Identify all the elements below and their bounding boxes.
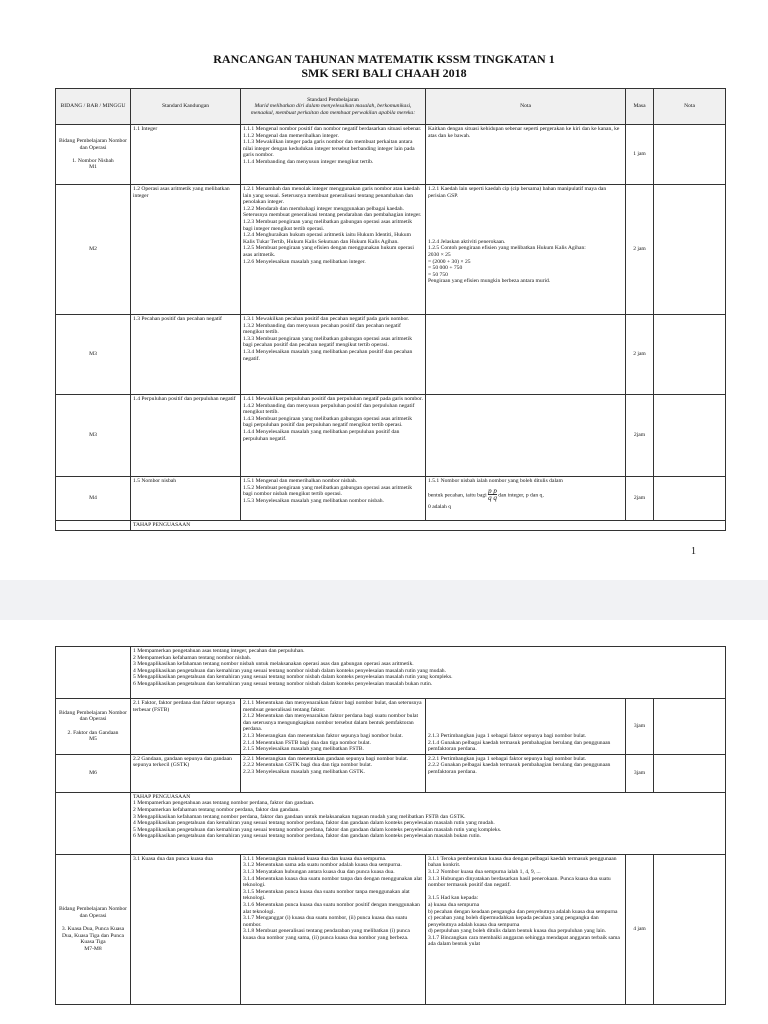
cell-empty [56,521,131,531]
cell-kandungan: 2.1 Faktor, faktor perdana dan faktor sepunya terbesar (FSTB) [131,699,241,755]
tp-line: 1 Mempamerkan pengetahuan asas tentang integer, pecahan dan perpuluhan. [133,648,305,654]
cell-nota: Kaitkan dengan situasi kehidupan sebenar seperti pergerakan ke kiri dan ke kanan, ke atas dan ke bawah. [426,125,626,185]
cell-nota-2 [654,754,726,792]
cell-nota-2 [654,185,726,315]
cell-sp: 1.5.1 Mengenal dan memerihalkan nombor nisbah. 1.5.2 Membuat pengiraan yang melibatkan gabungan operasi asas aritmetik bagi nombor nisbah mengikut tertib operasi. 1.5.3 Menyelesaikan masalah yang melibatkan nombor nisbah. [241,477,426,521]
tahap-penguasaan-block [131,647,726,699]
cell-sp: 1.1.1 Mengenal nombor positif dan nombor negatif berdasarkan situasi sebenar. 1.1.2 Mengenal dan memerihalkan integer. 1.1.3 Mewakilkan integer pada garis nombor dan membuat perkaitan antara nilai integer dengan kedudukan integer tersebut berbanding integer lain pada garis nombor. 1.1.4 Membanding dan menyusun integer mengikut tertib. [241,125,426,185]
header-nota: Nota [426,89,626,125]
cell-masa: 3jam [626,699,654,755]
cell-masa: 4 jam [626,854,654,1004]
cell-nota: 2.2.1 Pertimbangkan juga 1 sebagai faktor sepunya bagi nombor bulat. 2.2.2 Gunakan pelbagai kaedah termasuk pembahagian berulang dan penggunaan pemfaktoran perdana. [426,754,626,792]
cell-sp: 2.2.1 Menerangkan dan menentukan gandaan sepunya bagi nombor bulat. 2.2.2 Menentukan GSTK bagi dua dan tiga nombor bulat. 2.2.3 Menyelesaikan masalah yang melibatkan GSTK. [241,754,426,792]
table-row [56,521,726,531]
cell-nota: 2.1.3 Pertimbangkan juga 1 sebagai faktor sepunya bagi nombor bulat. 2.1.4 Gunakan pelbagai kaedah termasuk pembahagian berulang dan penggunaan pemfaktoran perdana. [426,699,626,755]
table-row [56,395,726,477]
cell-empty [56,647,131,699]
cell-kandungan: 1.1 Integer [131,125,241,185]
header-sp-sub: Murid melibatkan diri dalam menyelesaikan masalah, berkomunikasi, menaakul, membuat perkaitan dan membuat perwakilan apabila mereka: [250,103,416,116]
cell-sp: 3.1.1 Menerangkan maksud kuasa dua dan kuasa dua sempurna. 3.1.2 Menentukan sama ada suatu nombor adalah kuasa dua sempurna. 3.1.3 Menyatakan hubungan antara kuasa dua dan punca kuasa dua. 3.1.4 Menentukan kuasa dua suatu nombor tanpa dan dengan menggunakan alat teknologi. 3.1.5 Menentukan punca kuasa dua suatu nombor tanpa menggunakan alat teknologi. 3.1.6 Menentukan punca kuasa dua suatu nombor positif dengan menggunakan alat teknologi. 3.1.7 Menganggar (i) kuasa dua suatu nombor, (ii) punca kuasa dua suatu nombor. 3.1.8 Membuat generalisasi tentang pendaraban yang melibatkan (i) punca kuasa dua nombor yang sama, (ii) punca kuasa dua nombor yang berbeza. [241,854,426,1004]
tp-line: 6 Mengaplikasikan pengetahuan dan kemahiran yang sesuai tentang nombor perdana, faktor dan gandaan dalam konteks penyelesaian masalah bukan rutin. [133,833,481,840]
cell-nota-2 [654,125,726,185]
tp-line: 3 Mengaplikasikan kefahaman tentang nombor nisbah untuk melaksanakan operasi asas dan gabungan operasi asas aritmetik. [133,661,414,668]
tp-line: 4 Mengaplikasikan pengetahuan dan kemahiran yang sesuai tentang nombor nisbah dalam konteks penyelesaian masalah rutin yang mudah. [133,667,447,674]
tp-line: 2 Mempamerkan kefahaman tentang nombor perdana, faktor dan gandaan. [133,806,300,813]
cell-kandungan: 1.4 Perpuluhan positif dan perpuluhan negatif [131,395,241,477]
cell-masa: 2jam [626,395,654,477]
cell-nota-2 [654,395,726,477]
cell-kandungan: 1.3 Pecahan positif dan pecahan negatif [131,315,241,395]
cell-bidang: M3 [56,395,131,477]
tp-line: 2 Mempamerkan kefahaman tentang nombor nisbah. [133,654,252,661]
cell-nota: 3.1.1 Teroka pembentukan kuasa dua dengan pelbagai kaedah termasuk penggunaan bahan konkrit. 3.1.2 Nombor kuasa dua sempurna ialah 1, 4, 9, ... 3.1.3 Hubungan dinyatakan berdasarkan hasil penerokaan. Punca kuasa dua suatu nombor termasuk positif dan negatif. 3.1.5 Had kan kepada: a) kuasa dua sempurna b) pecahan dengan keadaan pengangka dan penyebutnya adalah kuasa dua sempurna c) pecahan yang boleh dipermudahkan kepada pecahan yang pengangka dan penyebutnya adalah kuasa dua sempurna d) perpuluhan yang boleh ditulis dalam bentuk kuasa dua perpuluhan yang lain. 3.1.7 Bincangkan cara membaiki anggaran sehingga mendapat anggaran terbaik sama ada dalam bentuk yulat [426,854,626,1004]
table-row [56,315,726,395]
header-bidang: BIDANG / BAB / MINGGU [56,89,131,125]
nota-line: 0 adalah q [428,503,451,510]
tp-line: TAHAP PENGUASAAN [133,793,191,800]
cell-nota [426,477,626,521]
plan-table-1 [55,88,726,531]
table-row [56,477,726,521]
cell-sp: 1.4.1 Mewakilkan perpuluhan positif dan perpuluhan negatif pada garis nombor. 1.4.2 Membanding dan menyusun perpuluhan positif dan perpuluhan negatif mengikut tertib. 1.4.3 Membuat pengiraan yang melibatkan gabungan operasi asas aritmetik bagi perpuluhan positif dan perpuluhan negatif mengikut tertib operasi. 1.4.4 Menyelesaikan masalah yang melibatkan perpuluhan positif dan perpuluhan negatif. [241,395,426,477]
cell-masa: 2jam [626,477,654,521]
cell-nota [426,315,626,395]
cell-masa: 3jam [626,754,654,792]
cell-kandungan: 2.2 Gandaan, gandaan sepunya dan gandaan sepunya terkecil (GSTK) [131,754,241,792]
cell-sp: 1.3.1 Mewakilkan pecahan positif dan pecahan negatif pada garis nombor. 1.3.2 Membanding dan menyusun pecahan positif dan pecahan negatif mengikut tertib. 1.3.3 Membuat pengiraan yang melibatkan gabungan operasi asas aritmetik bagi pecahan positif dan pecahan negatif mengikut tertib operasi. 1.3.4 Menyelesaikan masalah yang melibatkan pecahan positif dan pecahan negatif. [241,315,426,395]
cell-empty [56,792,131,854]
cell-kandungan: 3.1 Kuasa dua dan punca kuasa dua [131,854,241,1004]
fraction-denominator: q q [488,494,497,503]
school-name: SMK SERI BALI CHAAH 2018 [301,66,467,80]
table-row [56,754,726,792]
cell-masa: 2 jam [626,185,654,315]
tp-line: 1 Mempamerkan pengetahuan asas tentang nombor perdana, faktor dan gandaan. [133,800,315,807]
cell-nota-2 [654,699,726,755]
cell-nota-2 [654,854,726,1004]
plan-table-2 [55,646,726,1005]
cell-masa: 1 jam [626,125,654,185]
cell-kandungan: 1.2 Operasi asas aritmetik yang melibatkan integer [131,185,241,315]
header-nota-2: Nota [654,89,726,125]
header-masa: Masa [626,89,654,125]
cell-masa: 2 jam [626,315,654,395]
table-row [56,792,726,854]
cell-bidang: M4 [56,477,131,521]
cell-bidang: Bidang Pembelajaran Nombor dan Operasi 2. Faktor dan Gandaan M5 [56,699,131,755]
cell-nota [426,395,626,477]
table-row [56,699,726,755]
cell-bidang: M6 [56,754,131,792]
cell-bidang: Bidang Pembelajaran Nombor dan Operasi 3. Kuasa Dua, Punca Kuasa Dua, Kuasa Tiga dan Punca Kuasa Tiga M7-M8 [56,854,131,1004]
tahap-penguasaan: TAHAP PENGUASAAN [131,521,726,531]
table-row [56,125,726,185]
table-row [56,854,726,1004]
tp-line: 5 Mengaplikasikan pengetahuan dan kemahiran yang sesuai tentang nombor nisbah dalam konteks penyelesaian masalah rutin yang kompleks. [133,674,453,681]
tp-line: 5 Mengaplikasikan pengetahuan dan kemahiran yang sesuai tentang nombor perdana, faktor dan gandaan dalam konteks penyelesaian masalah rutin yang kompleks. [133,826,502,833]
table-row [56,185,726,315]
cell-bidang: M3 [56,315,131,395]
cell-kandungan: 1.5 Nombor nisbah [131,477,241,521]
nota-line: 1.5.1 Nombor nisbah ialah nombor yang boleh ditulis dalam [428,478,563,484]
cell-sp: 2.1.1 Menentukan dan menyenaraikan faktor bagi nombor bulat, dan seterusnya membuat generalisasi tentang faktor. 2.1.2 Menentukan dan menyenaraikan faktor perdana bagi suatu nombor bulat dan seterusnya mengungkapkan nombor tersebut dalam bentuk pemfaktoran perdana. 2.1.3 Menerangkan dan menentukan faktor sepunya bagi nombor bulat. 2.1.4 Menentukan FSTB bagi dua dan tiga nombor bulat. 2.1.5 Menyelesaikan masalah yang melibatkan FSTB. [241,699,426,755]
tp-line: 3 Mengaplikasikan kefahaman tentang nombor perdana, faktor dan gandaan untuk melaksanakan tugasan mudah yang melibatkan FSTB dan GSTK. [133,813,466,820]
cell-bidang: Bidang Pembelajaran Nombor dan Operasi 1. Nombor Nisbah M1 [56,125,131,185]
cell-nota-2 [654,315,726,395]
nota-line: bentuk pecahan, iaitu bagi $\frac{\text{p p}}{\text{q q}}$ dan integer, p dan q, [428,486,544,503]
fraction-numerator: p p [488,486,497,495]
tahap-penguasaan-block [131,792,726,854]
header-sp-title: Standard Pembelajaran [307,96,359,103]
tp-line: 6 Mengaplikasikan pengetahuan dan kemahiran yang sesuai tentang nombor nisbah dalam konteks penyelesaian masalah bukan rutin. [133,680,433,687]
cell-sp: 1.2.1 Menambah dan menolak integer menggunakan garis nombor atau kaedah lain yang sesuai. Seterusnya membuat generalisasi tentang penambahan dan penolakan integer. 1.2.2 Mendarab dan membahagi integer menggunakan pelbagai kaedah. Seterusnya membuat generalisasi tentang pendaraban dan pembahagian integer. 1.2.3 Membuat pengiraan yang melibatkan gabungan operasi asas aritmetik bagi integer mengikut tertib operasi. 1.2.4 Menghuraikan hukum operasi aritmetik iaitu Hukum Identiti, Hukum Kalis Tukar Tertib, Hukum Kalis Sekutuan dan Hukum Kalis Agihan. 1.2.5 Membuat pengiraan yang efisien dengan menggunakan hukum operasi asas aritmetik. 1.2.6 Menyelesaikan masalah yang melibatkan integer. [241,185,426,315]
page-number: 1 [691,546,696,557]
table-row [56,647,726,699]
fraction-mark [488,488,497,502]
header-kandungan: Standard Kandungan [131,89,241,125]
page-gap [0,580,768,620]
cell-bidang: M2 [56,185,131,315]
header-standard-pembelajaran [241,89,426,125]
document-title: RANCANGAN TAHUNAN MATEMATIK KSSM TINGKATAN 1 [213,52,555,66]
cell-nota-2 [654,477,726,521]
cell-nota: 1.2.1 Kaedah lain seperti kaedah cip (cip bersama) bahan manipulatif maya dan perisian GSP. 1.2.4 Jelaskan aktiviti penerokaan. 1.2.5 Contoh pengiraan efisien yang melibatkan Hukum Kalis Agihan: 2030 × 25 = (2000 + 30) × 25 = 50 000 + 750 = 50 750 Pengiraan yang efisien mungkin berbeza antara murid. [426,185,626,315]
tp-line: 4 Mengaplikasikan pengetahuan dan kemahiran yang sesuai tentang nombor perdana, faktor dan gandaan dalam konteks penyelesaian masalah rutin yang mudah. [133,820,495,827]
